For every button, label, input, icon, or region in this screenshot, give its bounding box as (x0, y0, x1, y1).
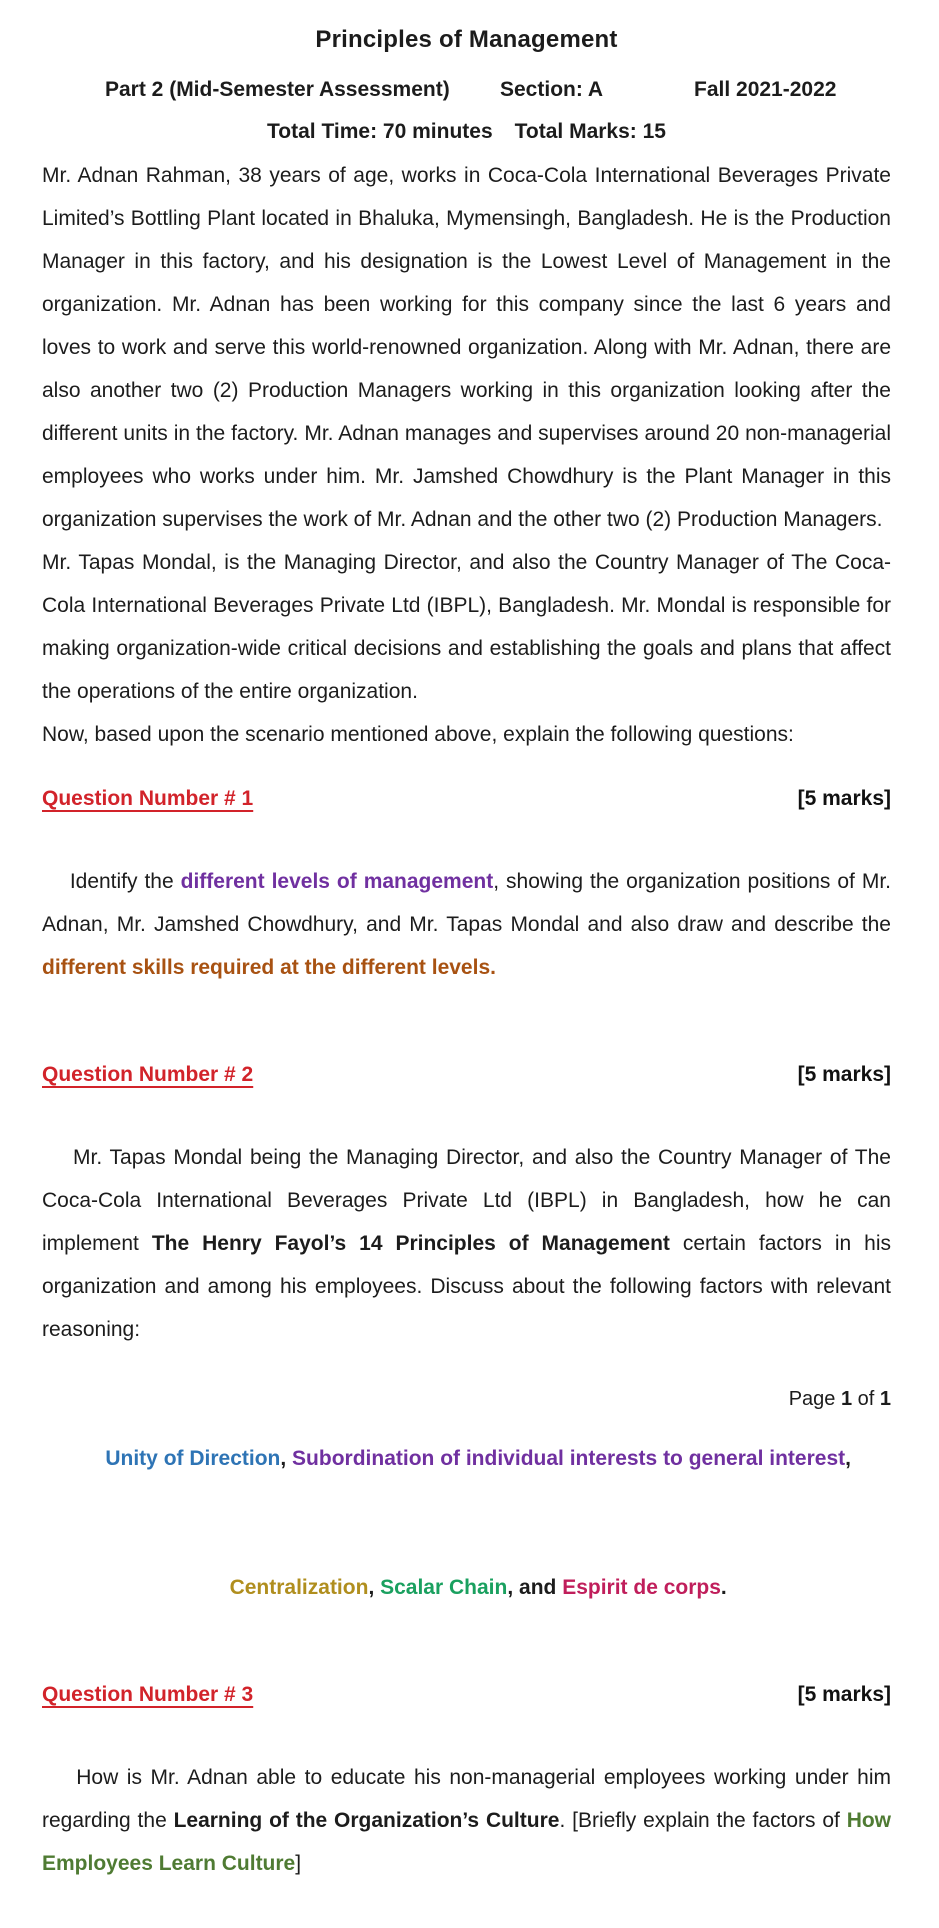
time-marks-row (42, 120, 891, 144)
text-segment: Mr. Tapas Mondal being the Managing Director, and also the Country Manager of The Coca-Cola International Beverages Private Ltd (IBPL) in Bangladesh, how he can implement (42, 1146, 897, 1255)
footer-page-number: 1 (840, 1388, 853, 1410)
document-title: Principles of Management (315, 26, 618, 53)
scenario-lead-in: Now, based upon the scenario mentioned above, explain the following questions: (42, 723, 794, 746)
question-2-title: Question Number # 2 (42, 1063, 254, 1086)
question-2-factors-line-1 (42, 1394, 891, 1523)
question-2-header (42, 1057, 891, 1093)
footer-page-label: Page (788, 1388, 841, 1410)
highlight-learning-organization-culture: Learning of the Organization’s Culture (173, 1809, 560, 1832)
question-2-body (42, 1093, 897, 1394)
text-segment: , showing the organization positions of Mr. Adnan, Mr. Jamshed Chowdhury, and Mr. Tapas Mondal and also draw and describe the (42, 870, 897, 936)
factor-centralization: Centralization (229, 1576, 369, 1599)
highlight-henry-fayol-principles: The Henry Fayol’s 14 Principles of Management (151, 1232, 670, 1255)
text-segment: , (368, 1576, 381, 1599)
factor-subordination-of-interests: Subordination of individual interests to general interest (292, 1447, 846, 1470)
total-time-label: Total Time: 70 minutes (267, 120, 493, 143)
footer-of-label: of (852, 1388, 880, 1410)
text-segment: ] (295, 1852, 302, 1875)
highlight-different-skills-required: different skills required at the different levels. (42, 956, 496, 979)
factor-unity-of-direction: Unity of Direction (105, 1447, 281, 1470)
scenario-paragraph-1: Mr. Adnan Rahman, 38 years of age, works in Coca-Cola International Beverages Private Limited’s Bottling Plant located in Bhaluka, Mymensingh, Bangladesh. He is the Production Manager in this factory, and his designation is the Lowest Level of Management in the organization. Mr. Adnan has been working for this company since the last 6 years and loves to work and serve this world-renowned organization. Along with Mr. Adnan, there are also another two (2) Production Managers working in this organization looking after the different units in the factory. Mr. Adnan manages and supervises around 20 non-managerial employees who works under him. Mr. Jamshed Chowdhury is the Plant Manager in this organization supervises the work of Mr. Adnan and the other two (2) Production Managers. (42, 164, 897, 531)
factor-espirit-de-corps: Espirit de corps (562, 1576, 721, 1599)
question-1-header (42, 781, 891, 817)
scenario-paragraph-2: Mr. Tapas Mondal, is the Managing Director, and also the Country Manager of The Coca-Cola International Beverages Private Ltd (IBPL), Bangladesh. Mr. Mondal is responsible for making organization-wide critical decisions and establishing the goals and plans that affect the operations of the entire organization. (42, 551, 897, 703)
text-segment: . [Briefly explain the factors of (559, 1809, 847, 1832)
text-segment: , and (507, 1576, 563, 1599)
text-segment: , (280, 1447, 293, 1470)
text-segment: , (845, 1447, 851, 1470)
section-label: Section: A (500, 78, 604, 101)
assessment-part-label: Part 2 (Mid-Semester Assessment) (105, 78, 450, 101)
factor-scalar-chain: Scalar Chain (380, 1576, 508, 1599)
question-2-marks: [5 marks] (797, 1063, 891, 1086)
page-number-footer (766, 1365, 891, 1434)
highlight-how-employees-learn-culture: How Employees Learn Culture (42, 1809, 897, 1875)
question-3-header (42, 1677, 891, 1713)
text-segment: Identify the (69, 870, 181, 893)
question-3-body (42, 1713, 897, 1928)
term-label: Fall 2021-2022 (694, 78, 837, 101)
total-marks-label: Total Marks: 15 (514, 120, 666, 143)
question-1-marks: [5 marks] (797, 787, 891, 810)
text-segment: . (720, 1576, 727, 1599)
question-2-factors-line-2 (42, 1523, 891, 1652)
text-segment: How is Mr. Adnan able to educate his non-managerial employees working under him regarding the (42, 1766, 897, 1832)
question-3-title: Question Number # 3 (42, 1683, 254, 1706)
header-meta-row (42, 78, 891, 108)
footer-total-pages: 1 (879, 1388, 891, 1410)
text-segment: certain factors in his organization and among his employees. Discuss about the following factors with relevant reasoning: (42, 1232, 897, 1341)
question-1-title: Question Number # 1 (42, 787, 254, 810)
highlight-different-levels-of-management: different levels of management (180, 870, 494, 893)
question-1-body (42, 817, 897, 1032)
question-3-marks: [5 marks] (797, 1683, 891, 1706)
